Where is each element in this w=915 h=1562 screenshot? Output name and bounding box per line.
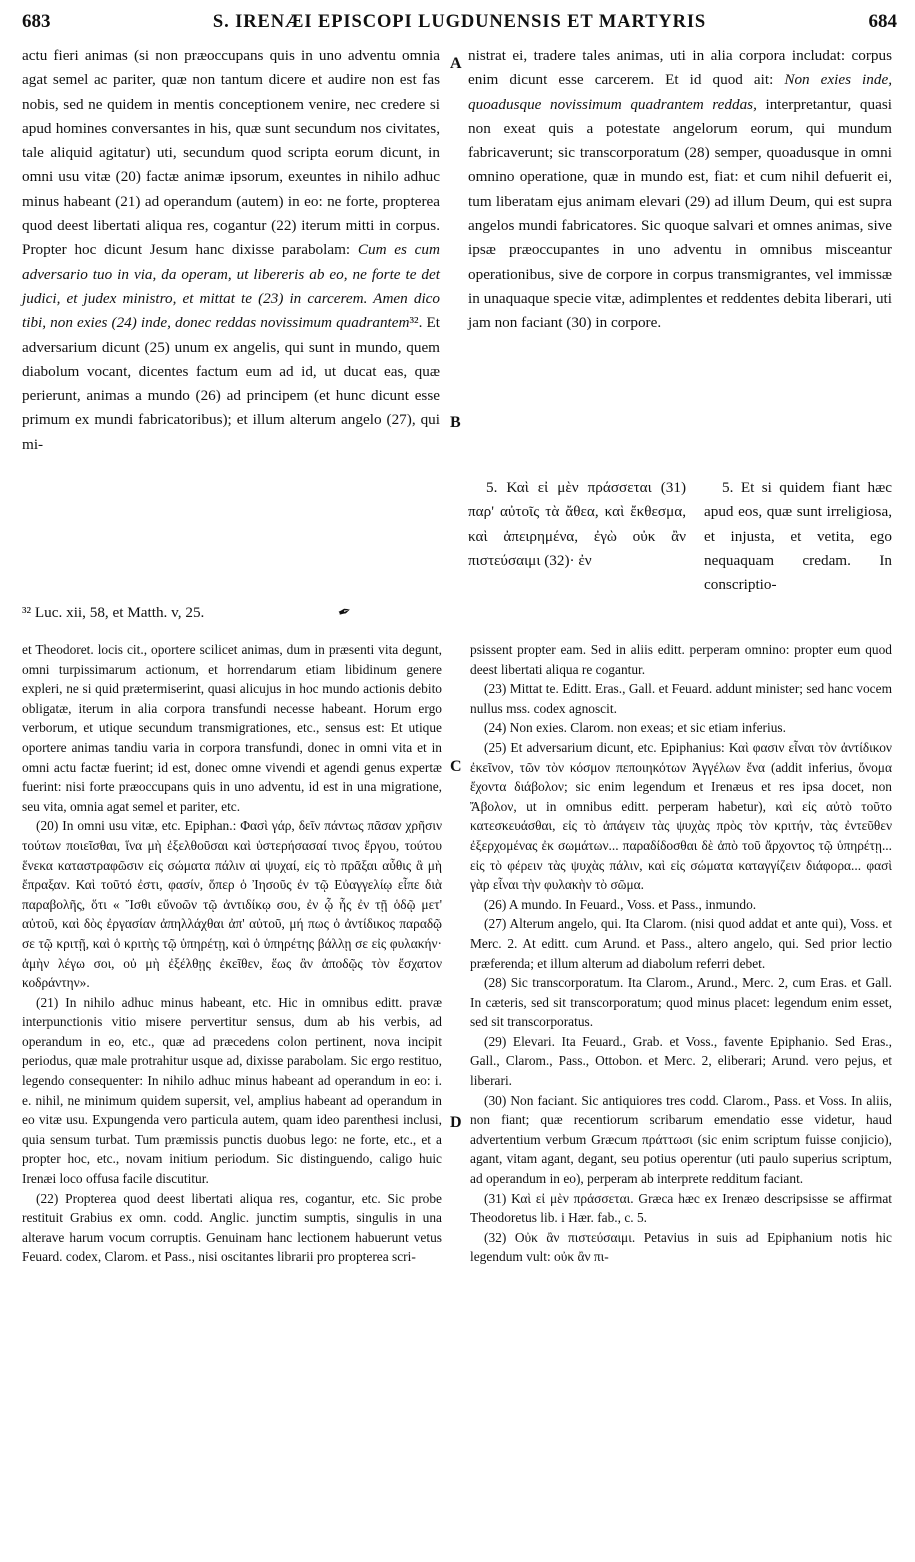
latin-text-column: 5. Et si quidem fiant hæc apud eos, quæ sunt irreligiosa, et injusta, et vetita, ego nequaquam credam. In conscriptio-	[704, 479, 892, 594]
note-paragraph: psissent propter eam. Sed in aliis editt. perperam omnino: propter eum quod deest libertati aliqua re cogantur.	[470, 642, 892, 677]
note-29: (29) Elevari. Ita Feuard., Grab. et Voss., favente Epiphanio. Sed Eras., Gall., Clarom., Pass., Ottobon. et Merc. 2, eliberari; Arund. vero pejus, et liberari.	[470, 1033, 892, 1089]
note-paragraph: et Theodoret. locis cit., oportere scilicet animas, dum in præsenti vita degunt, omni turpissimarum actionum, et horrendarum etiam libidinum genere expleri, ne si quid prætermiserint, quasi alicujus in hoc mundo actionis debito obligatæ, iterum in alia corpora transfundi necesse habeant. Horum ergo verborum, et utique secundum transmigrationes, etc., sensus est: Et utique oportere animas tandiu varia in corpora transfundi, donec in omni vita et in omni actu factæ fuerint; id est, donec omne vivendi et agendi genus expertæ fuerint: nisi forte præoccupans quis in uno adventu, id est in una migratione, seu vita, omnia agat semel et pariter, etc.	[22, 642, 442, 814]
note-23: (23) Mittat te. Editt. Eras., Gall. et Feuard. addunt minister; sed hanc vocem nullus mss. codex agnoscit.	[470, 681, 892, 716]
notes-right-column	[470, 640, 892, 1267]
scripture-quotation: Non exies inde, quoadusque novissimum quadrantem reddas,	[468, 71, 892, 113]
scripture-quotation: Cum es cum adversario tuo in via, da operam, ut libereris ab eo, ne forte te det judici, et judex ministro, et mittat te (23) in carcerem. Amen dico tibi, non exies (24) inde, donec reddas novissimum quadrantem	[22, 241, 440, 332]
margin-marker-a: A	[450, 55, 462, 72]
page-number-right: 684	[868, 11, 897, 32]
note-21: (21) In nihilo adhuc minus habeant, etc. Hic in omnibus editt. pravæ interpunctionis vitio misere pervertitur sensus, dum ab his verbis, ad operandum in eo, etc., quæ ad præcedens colon pertinent, nova incipit periodus, quæ male protrahitur usque ad, dixisse parabolam. Sic ergo restituo, legendo consequenter: In nihilo adhuc minus habeant ad operandum in eo: i. e. nihil, ne minimum quidem supersit, vel, amplius habeant ad operandum in eo vitæ usu. Expungenda vero particula autem, quam ideo parenthesi inclusi, quia sensum turbat. Tum præmissis punctis duobus lego: ne forte, etc., et a propter hoc, etc., novam initium periodum. Sic distinguendo, caligo huic Irenæi loco offusa facile discutitur.	[22, 994, 442, 1187]
note-31: (31) Καὶ εἰ μὲν πράσσεται. Græca hæc ex Irenæo descripsisse se affirmat Theodoretus lib. i Hær. fab., c. 5.	[470, 1190, 892, 1226]
margin-marker-d: D	[450, 1114, 462, 1131]
greek-text-column: 5. Καὶ εἰ μὲν πράσσεται (31) παρ' αὐτοῖς τὰ ἄθεα, καὶ ἔκθεσμα, καὶ ἀπειρημένα, ἐγὼ οὐκ ἂν πιστεύσαιμι (32)· ἐν	[468, 479, 686, 569]
page-number-left: 683	[22, 11, 51, 32]
note-22: (22) Propterea quod deest libertati aliqua res, cogantur, etc. Sic probe restituit Grabius ex omn. codd. Anglic. junctim sumptis, singulis in una alterave harum vocum corruptis. Genuinam hanc lectionem habuerunt vetus Feuard. codex, Clarom. et Pass., nisi oscitantes librarii pro propterea scri-	[22, 1190, 442, 1265]
note-26: (26) A mundo. In Feuard., Voss. et Pass., inmundo.	[484, 896, 757, 912]
margin-marker-b: B	[450, 414, 461, 431]
margin-marker-c: C	[450, 758, 462, 775]
notes-left-column	[22, 640, 442, 1267]
ink-mark: ✒	[335, 602, 355, 623]
main-text-left-column	[22, 44, 440, 457]
running-title: S. IRENÆI EPISCOPI LUGDUNENSIS ET MARTYRIS	[212, 11, 707, 32]
main-text-paragraph: nistrat ei, tradere tales animas, uti in alia corpora includat: corpus enim dicunt esse carcerem. Et id quod ait: Non exies inde, quoadusque novissimum quadrantem reddas, interpretantur, quasi non exeat quis a potestate angelorum eorum, qui mundum fabricaverunt; sic transcorporatum (28) semper, quoadusque in omni omnino operatione, quæ in mundo est, fiat: et cum nihil defuerit ei, tum liberatam ejus animam elevari (29) ad illum Deum, qui est supra angelos mundi fabricatores. Sic quoque salvari et omnes animas, sive ipsæ præoccupantes in uno adventu in omnibus misceantur operationibus, sive de corpore in corpus transmigrantes, vel immissæ in unaquaque specie vitæ, adimplentes et reddentes debita liberari, uti jam non faciant (30) in corpore.	[468, 47, 892, 332]
note-24: (24) Non exies. Clarom. non exeas; et sic etiam inferius.	[484, 720, 786, 736]
main-text-right-column	[468, 44, 892, 336]
note-32: (32) Οὐκ ἂν πιστεύσαιμι. Petavius in suis ad Epiphanium notis hic legendum vult: οὐκ ἂν πι-	[470, 1229, 892, 1265]
note-27: (27) Alterum angelo, qui. Ita Clarom. (nisi quod addat et ante qui), Voss. et Merc. 2. At editt. cum Arund. et Pass., altero angelo, qui. Sed prior lectio præferenda; et illum alterum ad diabolum referri debet.	[470, 916, 892, 971]
main-text-paragraph: actu fieri animas (si non præoccupans quis in uno adventu omnia agat semel ac pariter, quæ non tantum dicere et audire non est fas nobis, sed ne quidem in mentis conceptionem venire, nec credere si apud homines conversantes in his, quæ sunt secundum nos civitates, tale aliquid agitatur) uti, secundum quod scripta eorum dicunt, in omni usu vitæ (20) factæ animæ ipsorum, exeuntes in nihilo adhuc minus habeant (21) ad operandum (autem) in eo: ne forte, propterea quod deest libertati aliqua res, cogantur (22) iterum mitti in corpus. Propter hoc dicunt Jesum hanc dixisse parabolam: Cum es cum adversario tuo in via, da operam, ut libereris ab eo, ne forte te det judici, et judex ministro, et mittat te (23) in carcerem. Amen dico tibi, non exies (24) inde, donec reddas novissimum quadrantem³². Et adversarium dicunt (25) unum ex angelis, qui sunt in mundo, quem diabolum vocant, dicentes factum eum ad id, ut ducat eas, quæ perierunt, animas a mundo (26) ad principem (et hunc dicunt esse primum ex mundi fabricatoribus); et illum alterum angelo (27), qui mi-	[22, 47, 440, 453]
page-header	[22, 6, 897, 38]
note-25: (25) Et adversarium dicunt, etc. Epiphanius: Καὶ φασιν εἶναι τὸν ἀντίδικον ἐκεῖνον, τῶν τὸν κόσμον πεποιηκότων Ἀγγέλων ἕνα (addit inferius, ὄνομα ἔχοντα διάβολον; sic enim legendum et Irenæus et res ipsa docet, non Ἄβολον, ut in omnibus editt. perperam habetur), καὶ εἰς αὐτὸ τοῦτο κατεσκευάσθαι, εἰς τὸ ἀπάγειν τὰς ψυχὰς πρὸς τὸν κριτήν, τὰς ἐντεῦθεν ἐξερχομένας ἐκ σωμάτων... παραδίδοσθαι δὲ ἀπὸ τοῦ ἄρχοντος τῷ ὑπηρέτῃ... εἰς τὸ φέρειν τὰς ψυχὰς πάλιν, καὶ εἰς σώματα καταγγίζειν διάφορα... φασὶ γὰρ εἶναι τὴν φυλακὴν τὸ σῶμα.	[470, 739, 892, 893]
note-20: (20) In omni usu vitæ, etc. Epiphan.: Φασὶ γάρ, δεῖν πάντως πᾶσαν χρῆσιν τούτων ποιεῖσθαι, ἵνα μὴ ἐξελθοῦσαι καὶ ὑστερήσασαί τινος ἔργου, τούτου ἕνεκα καταστραφῶσιν εἰς σώματα πάλιν αἱ ψυχαί, εἰς τὸ πρᾶξαι αὖθις ἃ μὴ ἔπραξαν. Καὶ τοῦτό ἐστι, φασίν, ὅπερ ὁ Ἰησοῦς ἐν τῷ Εὐαγγελίῳ εἶπε διὰ παραβολῆς, ὅτι « Ἴσθι εὔνοῶν τῷ ἀντιδίκῳ σου, ἐν ᾧ ἧς ἐν τῇ ὁδῷ μετ' αὐτοῦ, καὶ δὸς ἐργασίαν ἀπηλλάχθαι ἀπ' αὐτοῦ, μή πως ὁ ἀντίδικος παραδῷ σε τῷ κριτῇ, καὶ ὁ κριτὴς τῷ ὑπηρέτῃ, καὶ ὁ ὑπηρέτης βάλλῃ σε εἰς φυλακήν· ἀμὴν λέγω σοι, οὐ μὴ ἐξέλθῃς ἐκεῖθεν, ἕως ἂν ἀποδῷς τὸν ἔσχατον κοδράντην».	[22, 818, 442, 991]
note-28: (28) Sic transcorporatum. Ita Clarom., Arund., Merc. 2, cum Eras. et Gall. In cæteris, sed sit transcorporatum; quod minus placet: legendum enim esset, sed sit transcorporatus.	[470, 975, 892, 1030]
scripture-footnote: ³² Luc. xii, 58, et Matth. v, 25.	[22, 604, 205, 621]
note-30: (30) Non faciant. Sic antiquiores tres codd. Clarom., Pass. et Voss. In aliis, non fiant; quæ recentiorum scribarum emendatio esse videtur, haud advertentium verbum Græcum πράττωσι (sic enim scriptum fuisse conjicio), agant, vitam agant, degant, seu potius operentur (uti paulo superius scriptum, ad operandum in eo), perperam ab interprete redditum faciant.	[470, 1092, 892, 1187]
